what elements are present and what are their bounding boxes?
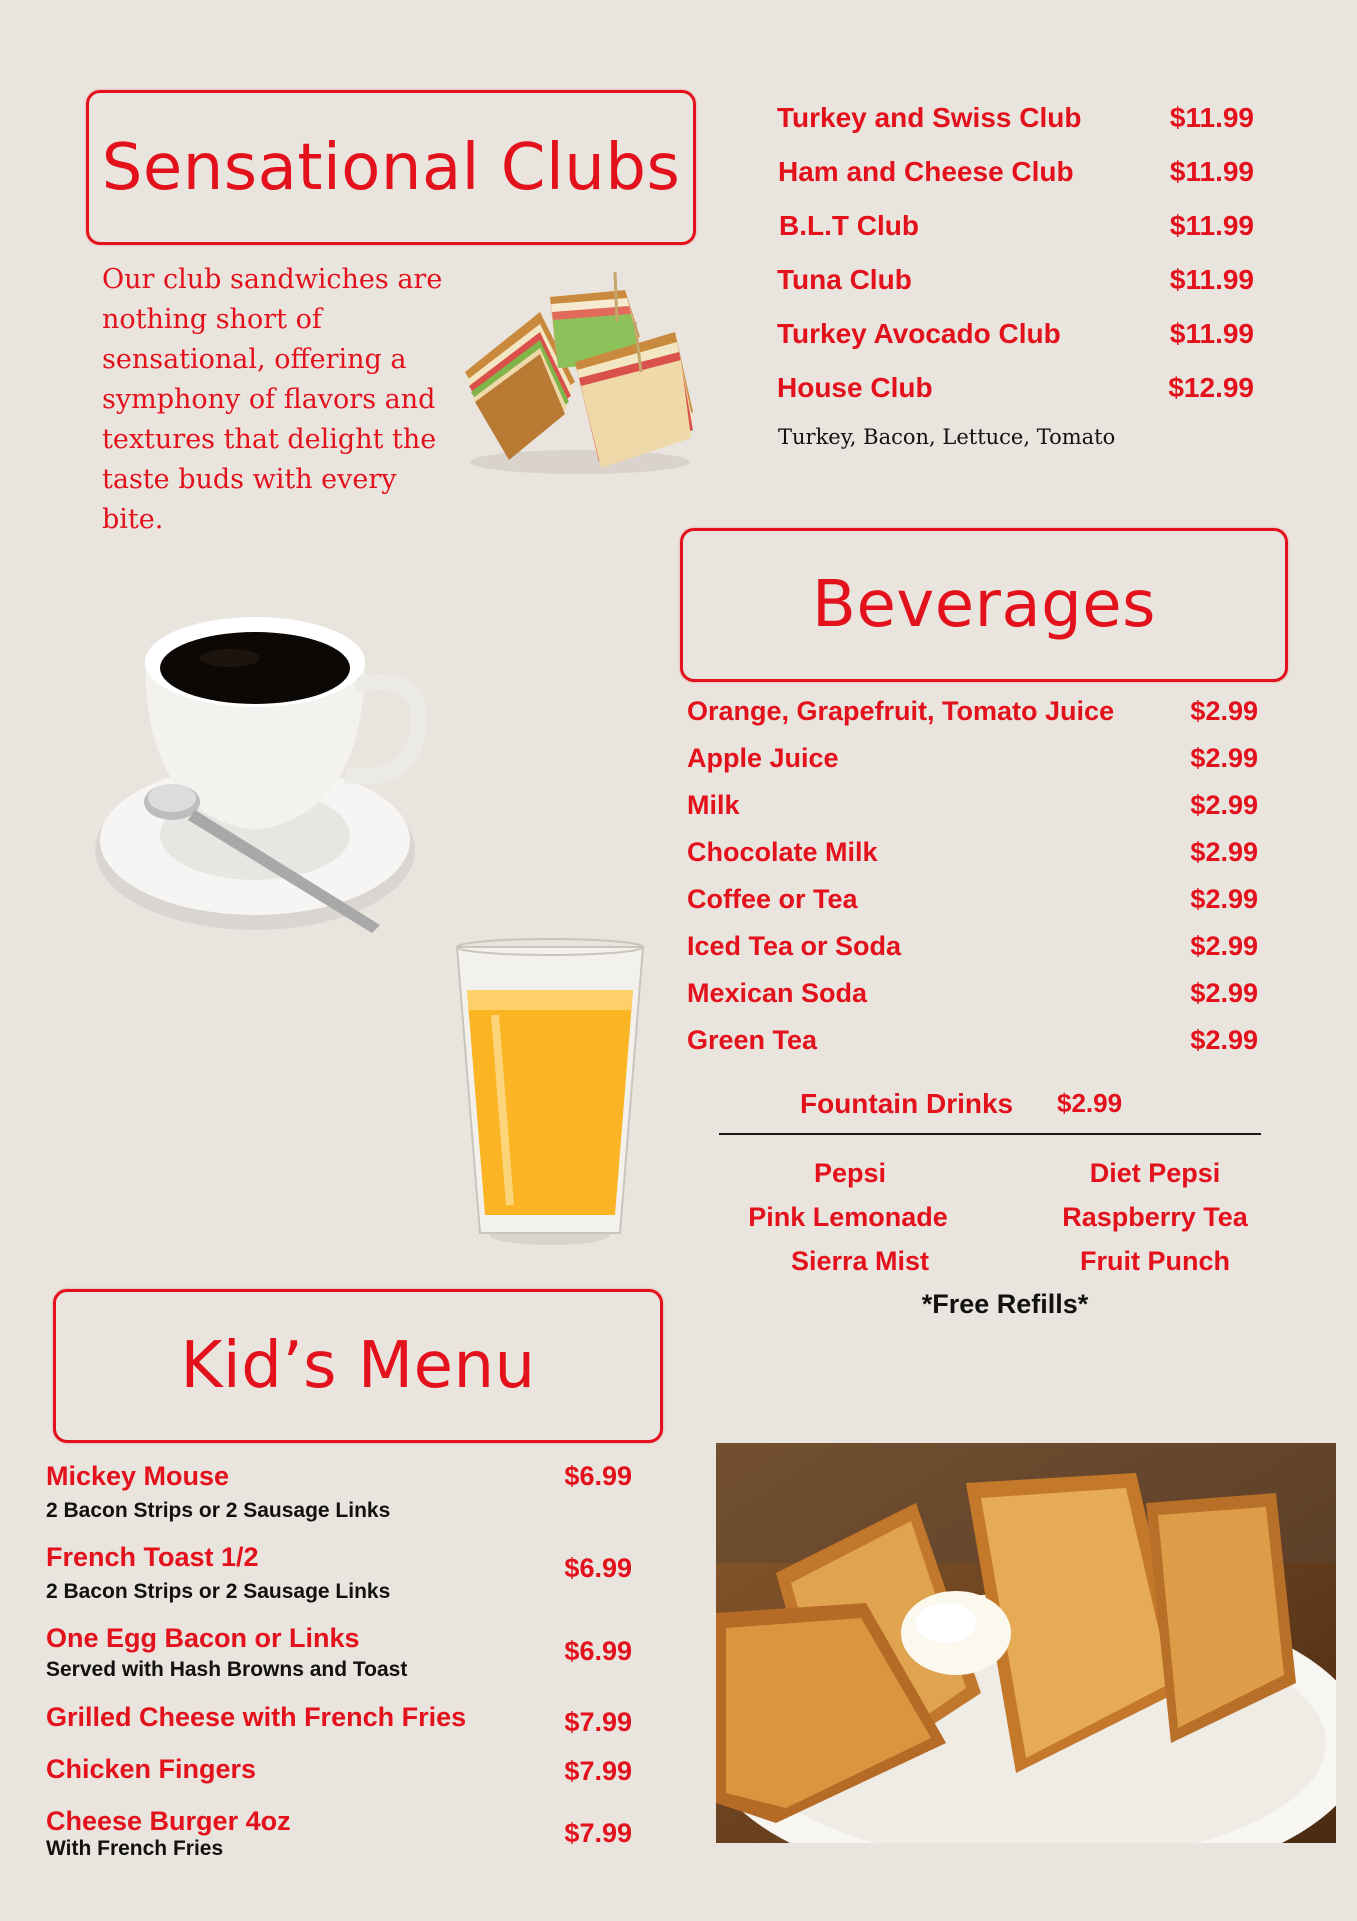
fountain-flavor: Raspberry Tea — [1062, 1202, 1248, 1232]
clubs-item-price: $12.99 — [1168, 372, 1254, 403]
fountain-flavor: Pepsi — [813, 1158, 887, 1188]
clubs-title-box — [86, 90, 696, 245]
clubs-item-name: House Club — [777, 372, 933, 403]
beverage-item-price: $2.99 — [1190, 743, 1258, 773]
clubs-item-name: Ham and Cheese Club — [778, 156, 1074, 187]
fountain-flavor: Pink Lemonade — [748, 1202, 948, 1232]
beverage-item-name: Iced Tea or Soda — [687, 931, 902, 961]
beverage-item-price: $2.99 — [1190, 931, 1258, 961]
clubs-item-price: $11.99 — [1169, 318, 1254, 349]
beverage-item-price: $2.99 — [1190, 1025, 1258, 1055]
kids-title: Kid’s Menu — [180, 1329, 536, 1403]
fountain-flavor: Diet Pepsi — [1089, 1158, 1221, 1188]
beverage-item-price: $2.99 — [1190, 696, 1258, 726]
beverage-item-price: $2.99 — [1190, 837, 1258, 867]
club-sandwich-image — [445, 262, 715, 482]
fountain-drinks-price: $2.99 — [1057, 1088, 1123, 1118]
beverages-title: Beverages — [812, 568, 1156, 642]
clubs-item-name: B.L.T Club — [779, 210, 919, 241]
clubs-item-price: $11.99 — [1169, 156, 1254, 187]
clubs-item-name: Turkey and Swiss Club — [777, 102, 1082, 133]
kids-item-name: One Egg Bacon or Links — [46, 1623, 360, 1653]
kids-item-price: $6.99 — [564, 1636, 632, 1666]
kids-item-name: Mickey Mouse — [46, 1461, 230, 1491]
orange-juice-image — [455, 935, 645, 1250]
beverage-item-name: Apple Juice — [687, 743, 839, 773]
beverage-item-name: Chocolate Milk — [687, 837, 878, 867]
beverage-item-name: Orange, Grapefruit, Tomato Juice — [687, 696, 1115, 726]
kids-item-sub: 2 Bacon Strips or 2 Sausage Links — [46, 1580, 391, 1603]
kids-item-name: French Toast 1/2 — [46, 1542, 259, 1572]
clubs-item-name: Turkey Avocado Club — [777, 318, 1061, 349]
kids-item-price: $6.99 — [564, 1553, 632, 1583]
kids-item-sub: Served with Hash Browns and Toast — [46, 1658, 408, 1681]
kids-item-price: $7.99 — [564, 1707, 632, 1737]
house-club-note: Turkey, Bacon, Lettuce, Tomato — [778, 425, 1116, 449]
beverage-item-name: Coffee or Tea — [687, 884, 858, 914]
fountain-flavor: Fruit Punch — [1080, 1246, 1230, 1276]
kids-item-name: Grilled Cheese with French Fries — [46, 1702, 467, 1732]
fountain-flavor: Sierra Mist — [790, 1246, 930, 1276]
beverage-item-name: Milk — [687, 790, 740, 820]
kids-title-box — [53, 1289, 663, 1443]
fountain-divider — [719, 1133, 1261, 1135]
kids-item-price: $6.99 — [564, 1461, 632, 1491]
clubs-item-price: $11.99 — [1169, 210, 1254, 241]
free-refills-note: *Free Refills* — [921, 1289, 1089, 1319]
beverages-title-box — [680, 528, 1288, 682]
clubs-description: Our club sandwiches are nothing short of sensational, offering a symphony of flavors and textures that delight the taste buds with every bite. — [102, 264, 443, 535]
beverage-item-price: $2.99 — [1190, 884, 1258, 914]
beverage-item-price: $2.99 — [1190, 978, 1258, 1008]
clubs-item-price: $11.99 — [1169, 102, 1254, 133]
coffee-cup-image — [80, 600, 440, 950]
clubs-item-name: Tuna Club — [777, 264, 912, 295]
clubs-item-price: $11.99 — [1169, 264, 1254, 295]
beverage-item-price: $2.99 — [1190, 790, 1258, 820]
beverage-item-name: Green Tea — [687, 1025, 818, 1055]
clubs-title: Sensational Clubs — [101, 130, 681, 205]
kids-item-name: Cheese Burger 4oz — [46, 1806, 291, 1836]
kids-item-name: Chicken Fingers — [46, 1754, 257, 1784]
kids-item-price: $7.99 — [564, 1818, 632, 1848]
kids-item-sub: With French Fries — [46, 1837, 224, 1860]
kids-item-sub: 2 Bacon Strips or 2 Sausage Links — [46, 1499, 391, 1522]
beverage-item-name: Mexican Soda — [687, 978, 868, 1008]
french-toast-image — [716, 1443, 1336, 1843]
fountain-drinks-label: Fountain Drinks — [800, 1088, 1014, 1119]
kids-item-price: $7.99 — [564, 1756, 632, 1786]
